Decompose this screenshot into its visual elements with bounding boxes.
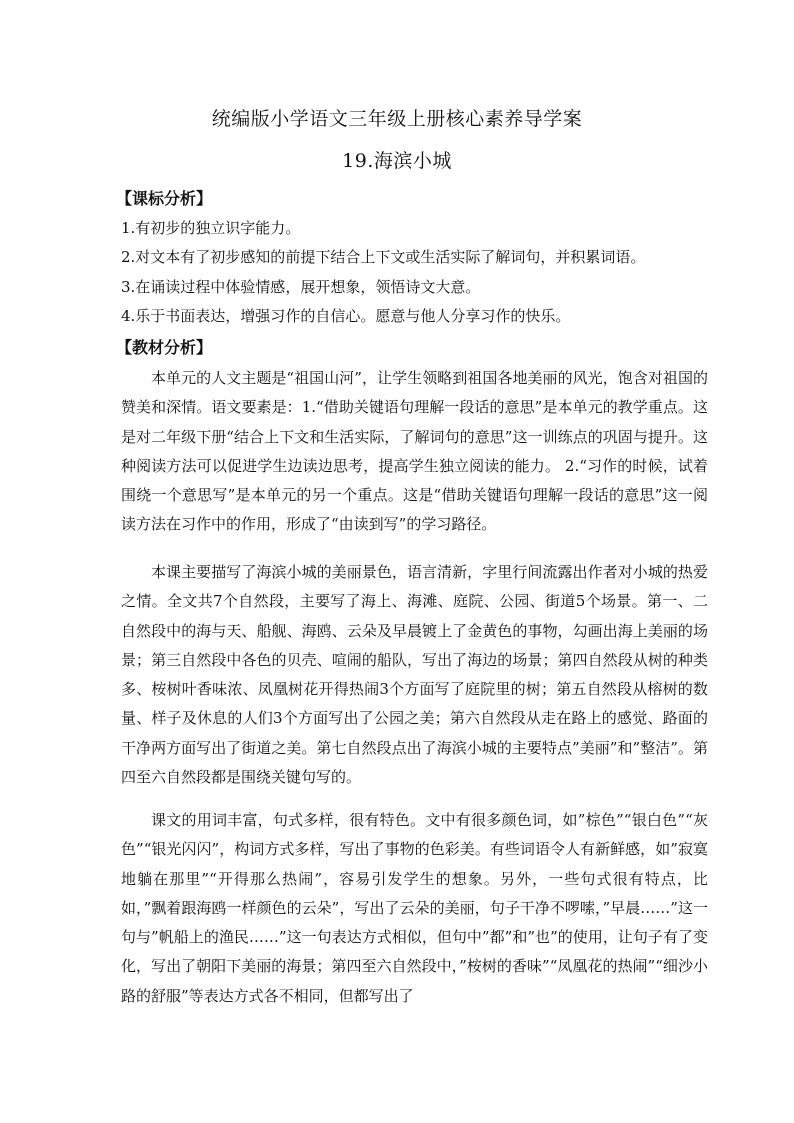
list-item: 4.乐于书面表达，增强习作的自信心。愿意与他人分享习作的快乐。: [121, 307, 571, 325]
section-heading-curriculum: 【课标分析】: [116, 189, 213, 208]
section-heading-textbook: 【教材分析】: [116, 338, 213, 357]
list-item: 3.在诵读过程中体验情感，展开想象，领悟诗文大意。: [121, 278, 481, 296]
list-item: 2.对文本有了初步感知的前提下结合上下文或生活实际了解词句，并积累词语。: [121, 248, 646, 266]
paragraph: 课文的用词丰富，句式多样，很有特色。文中有很多颜色词，如”棕色”“银白色”“灰色”“银光闪闪”，构词方式多样，写出了事物的色彩美。有些词语令人有新鲜感，如”寂寞地躺在那里”“开得那么热闹”，容易引发学生的想象。另外，一些句式很有特点，比如，”飘着跟海鸥一样颜色的云朵”，写出了云朵的美丽，句子干净不啰嗦，”早晨……”这一句与”帆船上的渔民……”这一句表达方式相似，但句中”都”和”也”的使用，让句子有了变化，写出了朝阳下美丽的海景；第四至六自然段中，”桉树的香味”“凤凰花的热闹”“细沙小路的舒服”等表达方式各不相同，但都写出了: [121, 811, 708, 1005]
document-title: 统编版小学语文三年级上册核心素养导学案: [211, 108, 583, 130]
paragraph: 本课主要描写了海滨小城的美丽景色，语言清新，字里行间流露出作者对小城的热爱之情。全文共7个自然段，主要写了海上、海滩、庭院、公园、街道5个场景。第一、二自然段中的海与天、船舰、海鸥、云朵及早晨镀上了金黄色的事物，勾画出海上美丽的场景；第三自然段中各色的贝壳、喧闹的船队，写出了海边的场景；第四自然段从树的种类多、桉树叶香味浓、凤凰树花开得热闹3个方面写了庭院里的树；第五自然段从榕树的数量、样子及休息的人们3个方面写出了公园之美；第六自然段从走在路上的感觉、路面的干净两方面写出了街道之美。第七自然段点出了海滨小城的主要特点”美丽”和”整洁”。第四至六自然段都是围绕关键句写的。: [121, 563, 708, 787]
paragraph: 本单元的人文主题是“祖国山河”，让学生领略到祖国各地美丽的风光，饱含对祖国的赞美和深情。语文要素是：1.“借助关键语句理解一段话的意思”是本单元的教学重点。这是对二年级下册“结合上下文和生活实际，了解词句的意思”这一训练点的巩固与提升。这种阅读方法可以促进学生边读边思考，提高学生独立阅读的能力。 2.“习作的时候，试着围绕一个意思写”是本单元的另一个重点。这是“借助关键语句理解一段话的意思”这一阅读方法在习作中的作用，形成了“由读到写”的学习路径。: [121, 369, 708, 534]
list-item: 1.有初步的独立识字能力。: [121, 219, 301, 237]
lesson-title: 19.海滨小城: [342, 150, 452, 172]
